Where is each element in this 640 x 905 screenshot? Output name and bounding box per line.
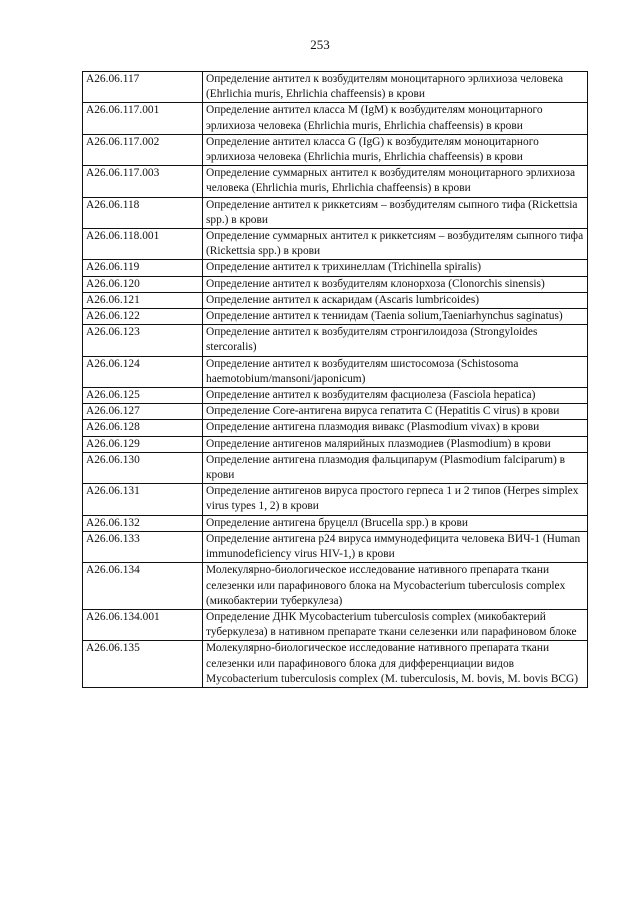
service-code-cell: A26.06.118 xyxy=(83,197,203,228)
service-code-cell: A26.06.117.003 xyxy=(83,166,203,197)
service-description-cell: Определение антител к возбудителям стронгилоидоза (Strongyloides stercoralis) xyxy=(203,325,588,356)
table-row xyxy=(83,356,588,387)
service-code-cell: A26.06.123 xyxy=(83,325,203,356)
service-description-cell: Определение антител класса G (IgG) к возбудителям моноцитарного эрлихиоза человека (Ehrlichia muris, Ehrlichia chaffeensis) в крови xyxy=(203,134,588,165)
table-row xyxy=(83,420,588,436)
service-description-cell: Определение антигенов малярийных плазмодиев (Plasmodium) в крови xyxy=(203,436,588,452)
table-row xyxy=(83,484,588,515)
page-number: 253 xyxy=(310,37,330,52)
table-row xyxy=(83,563,588,610)
service-description-cell: Определение антигена бруцелл (Brucella spp.) в крови xyxy=(203,515,588,531)
table-row xyxy=(83,292,588,308)
table-row xyxy=(83,166,588,197)
service-description-cell: Определение антител к возбудителям шистосомоза (Schistosoma haemotobium/mansoni/japonicum) xyxy=(203,356,588,387)
service-description-cell: Определение Core-антигена вируса гепатита C (Hepatitis C virus) в крови xyxy=(203,404,588,420)
service-code-cell: A26.06.120 xyxy=(83,276,203,292)
service-code-cell: A26.06.119 xyxy=(83,260,203,276)
service-description-cell: Молекулярно-биологическое исследование нативного препарата ткани селезенки или парафинового блока для дифференциации видов Mycobacterium tuberculosis complex (M. tuberculosis, M. bovis, M. bovis BCG) xyxy=(203,641,588,688)
service-code-cell: A26.06.117 xyxy=(83,72,203,103)
service-code-cell: A26.06.133 xyxy=(83,531,203,562)
table-row xyxy=(83,197,588,228)
service-description-cell: Определение антигена плазмодия вивакс (Plasmodium vivax) в крови xyxy=(203,420,588,436)
table-row xyxy=(83,309,588,325)
service-description-cell: Определение антител к возбудителям моноцитарного эрлихиоза человека (Ehrlichia muris, Ehrlichia chaffeensis) в крови xyxy=(203,72,588,103)
table-row xyxy=(83,72,588,103)
service-code-cell: A26.06.132 xyxy=(83,515,203,531)
table-row xyxy=(83,609,588,640)
service-description-cell: Молекулярно-биологическое исследование нативного препарата ткани селезенки или парафинового блока на Mycobacterium tuberculosis complex (микобактерии туберкулеза) xyxy=(203,563,588,610)
service-code-cell: A26.06.117.002 xyxy=(83,134,203,165)
service-code-cell: A26.06.122 xyxy=(83,309,203,325)
service-description-cell: Определение антител к тениидам (Taenia solium,Taeniarhynchus saginatus) xyxy=(203,309,588,325)
service-description-cell: Определение антител к риккетсиям – возбудителям сыпного тифа (Rickettsia spp.) в крови xyxy=(203,197,588,228)
table-row xyxy=(83,388,588,404)
service-code-cell: A26.06.127 xyxy=(83,404,203,420)
table-row xyxy=(83,229,588,260)
service-code-cell: A26.06.134 xyxy=(83,563,203,610)
service-description-cell: Определение антител к возбудителям фасциолеза (Fasciola hepatica) xyxy=(203,388,588,404)
service-description-cell: Определение антигенов вируса простого герпеса 1 и 2 типов (Herpes simplex virus types 1, 2) в крови xyxy=(203,484,588,515)
table-row xyxy=(83,452,588,483)
table-body xyxy=(83,72,588,688)
service-code-cell: A26.06.135 xyxy=(83,641,203,688)
table-row xyxy=(83,260,588,276)
service-code-cell: A26.06.124 xyxy=(83,356,203,387)
service-code-cell: A26.06.121 xyxy=(83,292,203,308)
service-code-cell: A26.06.131 xyxy=(83,484,203,515)
service-code-cell: A26.06.129 xyxy=(83,436,203,452)
table-row xyxy=(83,276,588,292)
service-description-cell: Определение антител к аскаридам (Ascaris lumbricoides) xyxy=(203,292,588,308)
service-description-cell: Определение антител класса M (IgM) к возбудителям моноцитарного эрлихиоза человека (Ehrlichia muris, Ehrlichia chaffeensis) в крови xyxy=(203,103,588,134)
table-row xyxy=(83,134,588,165)
service-description-cell: Определение суммарных антител к возбудителям моноцитарного эрлихиоза человека (Ehrlichia muris, Ehrlichia chaffeensis) в крови xyxy=(203,166,588,197)
service-code-cell: A26.06.118.001 xyxy=(83,229,203,260)
service-code-cell: A26.06.117.001 xyxy=(83,103,203,134)
table-row xyxy=(83,531,588,562)
service-code-cell: A26.06.130 xyxy=(83,452,203,483)
service-code-cell: A26.06.134.001 xyxy=(83,609,203,640)
table-row xyxy=(83,436,588,452)
table-row xyxy=(83,404,588,420)
service-codes-table xyxy=(82,71,588,688)
table-row xyxy=(83,103,588,134)
service-code-cell: A26.06.128 xyxy=(83,420,203,436)
table-row xyxy=(83,325,588,356)
service-description-cell: Определение антигена p24 вируса иммунодефицита человека ВИЧ-1 (Human immunodeficiency virus HIV-1,) в крови xyxy=(203,531,588,562)
service-description-cell: Определение суммарных антител к риккетсиям – возбудителям сыпного тифа (Rickettsia spp.) в крови xyxy=(203,229,588,260)
service-description-cell: Определение антигена плазмодия фальципарум (Plasmodium falciparum) в крови xyxy=(203,452,588,483)
service-code-cell: A26.06.125 xyxy=(83,388,203,404)
table-row xyxy=(83,641,588,688)
service-description-cell: Определение антител к возбудителям клонорхоза (Clonorchis sinensis) xyxy=(203,276,588,292)
service-description-cell: Определение ДНК Mycobacterium tuberculosis complex (микобактерий туберкулеза) в нативном препарате ткани селезенки или парафиновом блоке xyxy=(203,609,588,640)
service-description-cell: Определение антител к трихинеллам (Trichinella spiralis) xyxy=(203,260,588,276)
table-row xyxy=(83,515,588,531)
